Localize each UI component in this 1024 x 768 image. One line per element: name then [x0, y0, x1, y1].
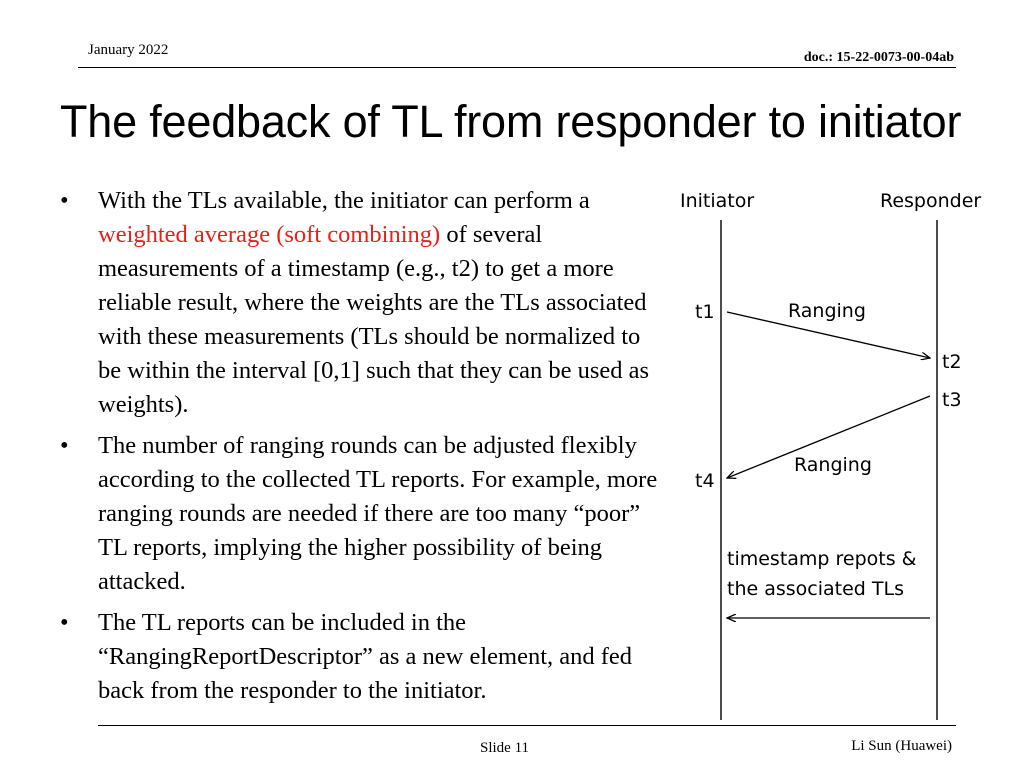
t4-label: t4 [695, 470, 715, 492]
slide-title: The feedback of TL from responder to initiator [60, 96, 962, 147]
bullet-1-highlight: weighted average (soft combining) [98, 221, 441, 248]
bullet-3-text: The TL reports can be included in the “RangingReportDescriptor” as a new element, and fed back from the responder to the initiator. [98, 609, 633, 704]
responder-label: Responder [880, 190, 982, 212]
bullet-marker: • [60, 609, 69, 636]
header-doc-id: doc.: 15-22-0073-00-04ab [803, 50, 954, 65]
ranging-sequence-diagram [660, 180, 1010, 725]
t3-label: t3 [942, 389, 962, 411]
t1-label: t1 [695, 301, 715, 323]
feedback-label-line1: timestamp repots & [727, 548, 917, 570]
footer-author: Li Sun (Huawei) [851, 738, 952, 754]
bullet-marker: • [60, 432, 69, 459]
header-divider [78, 67, 956, 68]
feedback-label-line2: the associated TLs [727, 578, 904, 600]
bullet-list [60, 184, 665, 715]
header-date: January 2022 [88, 42, 169, 58]
footer-divider [98, 725, 956, 726]
bullet-2-text: The number of ranging rounds can be adjusted flexibly according to the collected TL reports. For example, more ranging rounds are needed if there are too many “poor” TL reports, implying the higher possibility of being attacked. [98, 432, 658, 595]
ranging-label-1: Ranging [788, 300, 866, 322]
bullet-marker: • [60, 187, 69, 214]
t2-label: t2 [942, 351, 962, 373]
bullet-item [60, 606, 665, 708]
bullet-1-text-pre: With the TLs available, the initiator can perform a [98, 187, 590, 214]
bullet-item [60, 184, 665, 422]
initiator-label: Initiator [680, 190, 755, 212]
bullet-1-text-post: of several measurements of a timestamp (e.g., t2) to get a more reliable result, where the weights are the TLs associated with these measurements (TLs should be normalized to be within the interval [0,1] such that they can be used as weights). [98, 221, 650, 418]
bullet-item [60, 429, 665, 599]
ranging-label-2: Ranging [794, 454, 872, 476]
slide-number: Slide 11 [480, 740, 530, 756]
